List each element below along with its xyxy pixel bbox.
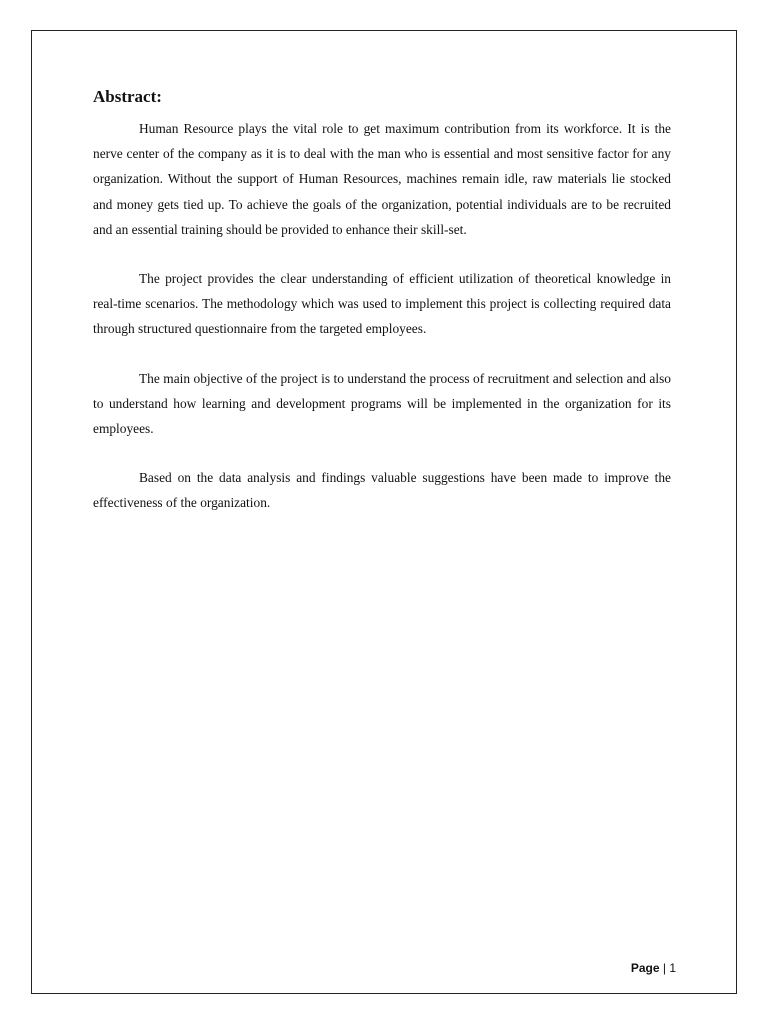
- page-number: 1: [669, 961, 676, 975]
- abstract-paragraph-4: Based on the data analysis and findings valuable suggestions have been made to improve the effectiveness of the organization.: [93, 470, 671, 511]
- abstract-paragraph-1: Human Resource plays the vital role to get maximum contribution from its workforce. It is the nerve center of the company as it is to deal with the man who is essential and most sensitive factor for any organization. Without the support of Human Resources, machines remain idle, raw materials lie stocked and money gets tied up. To achieve the goals of the organization, potential individuals are to be recruited and an essential training should be provided to enhance their skill-set.: [93, 121, 671, 237]
- page-label: Page: [630, 961, 660, 975]
- document-body: [93, 86, 671, 540]
- page-separator: |: [662, 961, 666, 975]
- abstract-heading: Abstract:: [93, 87, 162, 106]
- abstract-paragraph-3: The main objective of the project is to understand the process of recruitment and selection and also to understand how learning and development programs will be implemented in the organization for its employees.: [93, 370, 671, 437]
- page-footer: [631, 961, 676, 975]
- abstract-paragraph-2: The project provides the clear understanding of efficient utilization of theoretical knowledge in real-time scenarios. The methodology which was used to implement this project is collecting required data through structured questionnaire from the targeted employees.: [93, 271, 671, 337]
